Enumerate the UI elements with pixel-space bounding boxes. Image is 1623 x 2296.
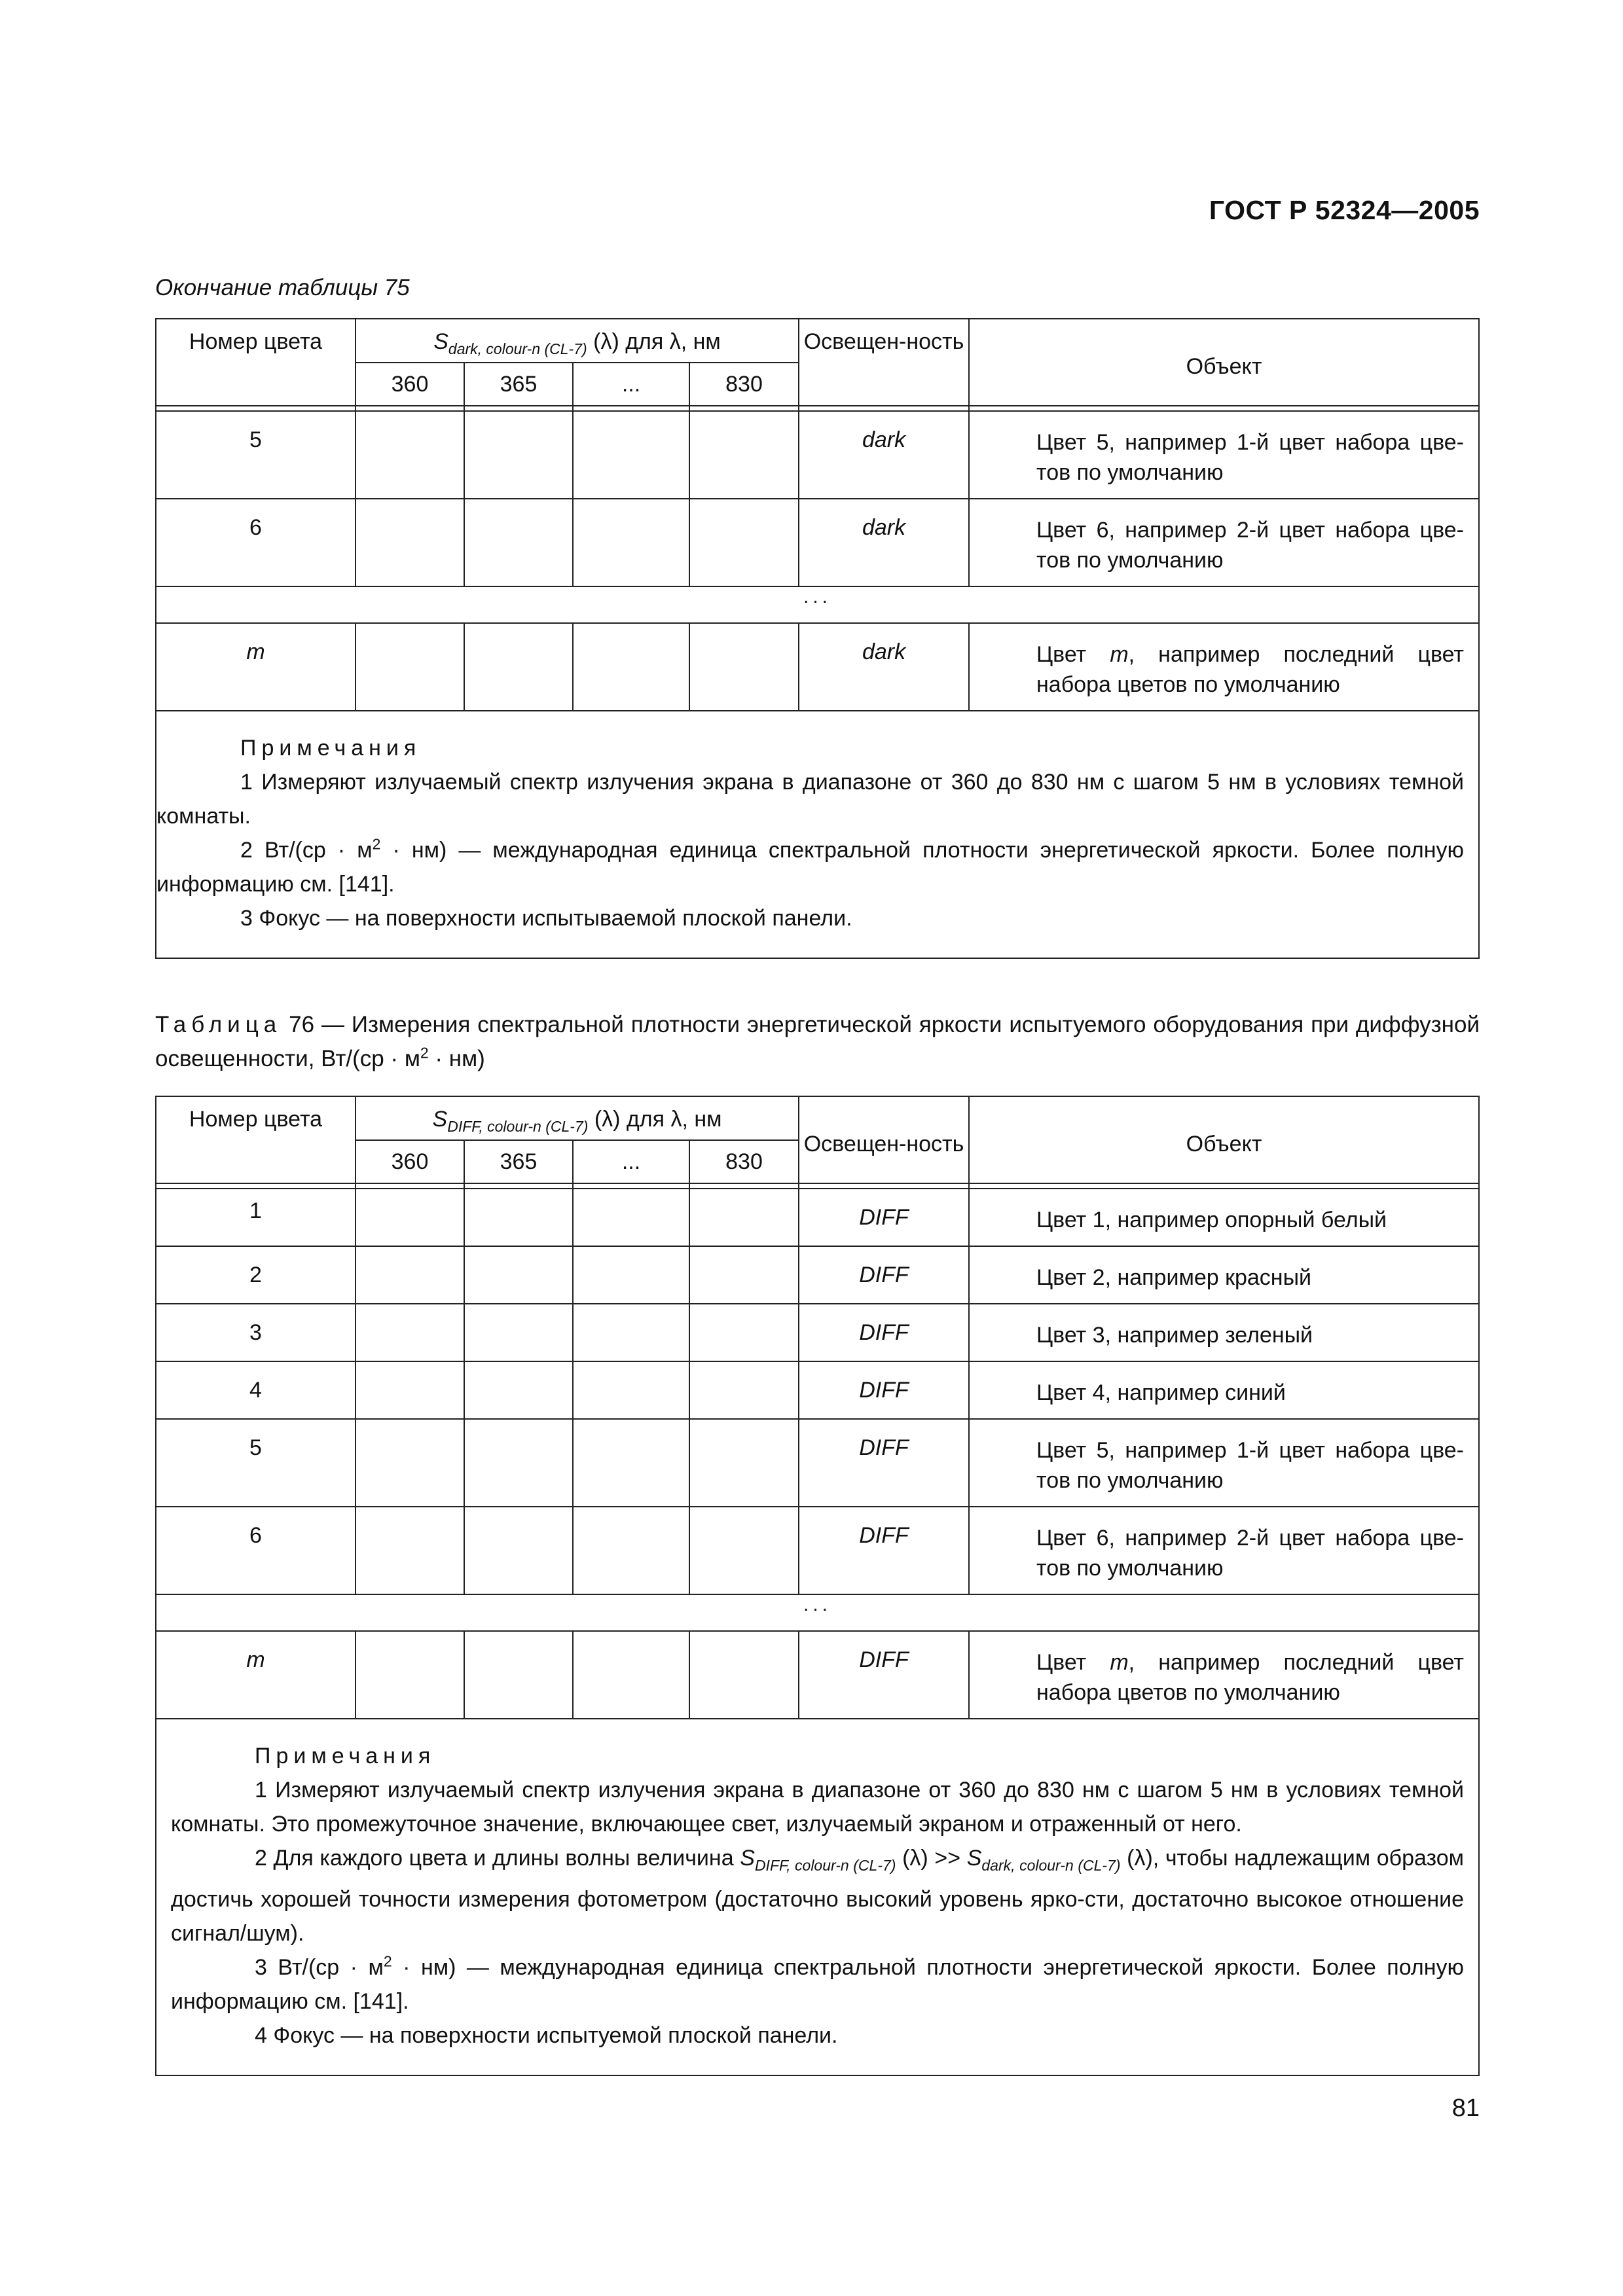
table-row — [156, 1189, 1479, 1246]
object-description: Цвет 4, например синий — [969, 1361, 1479, 1419]
header-color-number: Номер цвета — [156, 1096, 356, 1183]
notes-row — [156, 711, 1479, 958]
header-illuminance: Освещен-ность — [799, 1096, 969, 1183]
header-illuminance: Освещен-ность — [799, 319, 969, 406]
note-4: 4 Фокус — на поверхности испытуемой плоской панели. — [255, 2022, 838, 2048]
document-code: ГОСТ Р 52324—2005 — [1209, 195, 1480, 225]
table-row — [156, 1361, 1479, 1419]
object-description: Цвет m, например последний цвет набора цветов по умолчанию — [969, 1631, 1479, 1719]
object-description: Цвет 5, например 1-й цвет набора цве-тов по умолчанию — [969, 1419, 1479, 1507]
color-number: 5 — [156, 1419, 356, 1507]
table-75 — [155, 318, 1480, 959]
header-spectral-radiance: $S_{dark, colour-n (CL-7)}$ (λ) для λ, нм — [356, 319, 799, 363]
color-number: 3 — [156, 1304, 356, 1361]
notes-row — [156, 1719, 1479, 2075]
header-wavelength: 365 — [464, 1140, 573, 1183]
illuminance-value: DIFF — [799, 1361, 969, 1419]
table76-caption: Таблица 76 — Измерения спектральной плотности энергетической яркости испытуемого оборудования при диффузной освещенности, $Вт/(ср \cdot м^2 \cdot нм)$ — [155, 1012, 1480, 1071]
note-2: 2 $Вт/(ср \cdot м^2 \cdot нм)$ — международная единица спектральной плотности энергетической яркости. Более полную информацию см. [141]. — [156, 835, 1465, 897]
object-description: Цвет 2, например красный — [969, 1246, 1479, 1304]
header-wavelength: ... — [573, 363, 689, 406]
header-wavelength: 830 — [689, 1140, 799, 1183]
header-spectral-radiance: $S_{DIFF, colour-n (CL-7)}$ (λ) для λ, нм — [356, 1096, 799, 1140]
header-wavelength: 360 — [356, 363, 464, 406]
object-description: Цвет 5, например 1-й цвет набора цве-тов по умолчанию — [969, 411, 1479, 499]
header-color-number: Номер цвета — [156, 319, 356, 406]
illuminance-value: DIFF — [799, 1631, 969, 1719]
header-wavelength: 830 — [689, 363, 799, 406]
notes — [156, 1719, 1479, 2075]
table-row — [156, 411, 1479, 499]
note-3: 3 $Вт/(ср \cdot м^2 \cdot нм)$ — международная единица спектральной плотности энергетической яркости. Более полную информацию см. [141]. — [171, 1952, 1464, 2014]
table-row — [156, 1631, 1479, 1719]
header-wavelength: 365 — [464, 363, 573, 406]
notes — [156, 711, 1479, 958]
object-description: Цвет 6, например 2-й цвет набора цве-тов по умолчанию — [969, 1507, 1479, 1594]
header-object: Объект — [969, 319, 1479, 406]
color-number: m — [156, 1631, 356, 1719]
notes-title: Примечания — [240, 735, 422, 761]
illuminance-value: dark — [799, 623, 969, 711]
table-row — [156, 623, 1479, 711]
object-description: Цвет 3, например зеленый — [969, 1304, 1479, 1361]
color-number: 6 — [156, 499, 356, 586]
table-76 — [155, 1096, 1480, 2076]
header-wavelength: ... — [573, 1140, 689, 1183]
ellipsis-row: ... — [156, 1594, 1479, 1631]
color-number: 2 — [156, 1246, 356, 1304]
illuminance-value: DIFF — [799, 1304, 969, 1361]
illuminance-value: dark — [799, 499, 969, 586]
color-number: m — [156, 623, 356, 711]
object-description: Цвет 1, например опорный белый — [969, 1189, 1479, 1246]
table-row — [156, 1304, 1479, 1361]
object-description: Цвет 6, например 2-й цвет набора цве-тов по умолчанию — [969, 499, 1479, 586]
note-1: 1 Измеряют излучаемый спектр излучения экрана в диапазоне от 360 до 830 нм с шагом 5 нм в условиях темной комнаты. Это промежуточное значение, включающее свет, излучаемый экраном и отраженный от него. — [171, 1777, 1464, 1837]
illuminance-value: DIFF — [799, 1189, 969, 1246]
header-object: Объект — [969, 1096, 1479, 1183]
note-1: 1 Измеряют излучаемый спектр излучения экрана в диапазоне от 360 до 830 нм с шагом 5 нм в условиях темной комнаты. — [156, 769, 1464, 829]
table75-continuation-label: Окончание таблицы 75 — [155, 275, 410, 300]
color-number: 4 — [156, 1361, 356, 1419]
table-row — [156, 499, 1479, 586]
note-3: 3 Фокус — на поверхности испытываемой плоской панели. — [240, 905, 852, 931]
illuminance-value: DIFF — [799, 1419, 969, 1507]
illuminance-value: DIFF — [799, 1246, 969, 1304]
illuminance-value: DIFF — [799, 1507, 969, 1594]
color-number: 1 — [156, 1189, 356, 1246]
table-row — [156, 1507, 1479, 1594]
object-description: Цвет m, например последний цвет набора цветов по умолчанию — [969, 623, 1479, 711]
table-row — [156, 1246, 1479, 1304]
illuminance-value: dark — [799, 411, 969, 499]
ellipsis-row: ... — [156, 586, 1479, 623]
page-number: 81 — [1451, 2094, 1480, 2122]
color-number: 6 — [156, 1507, 356, 1594]
notes-title: Примечания — [255, 1743, 436, 1768]
table-row — [156, 1419, 1479, 1507]
color-number: 5 — [156, 411, 356, 499]
note-2: 2 Для каждого цвета и длины волны величина $S_{DIFF, colour-n (CL-7)}$ $(\lambda) >> S_{dark, colour-n (CL-7)}$ (λ), чтобы надлежащим образом достичь хорошей точности измерения фотометром (достаточно высокий уровень ярко-сти, достаточно высокое отношение сигнал/шум). — [171, 1845, 1465, 1946]
header-wavelength: 360 — [356, 1140, 464, 1183]
